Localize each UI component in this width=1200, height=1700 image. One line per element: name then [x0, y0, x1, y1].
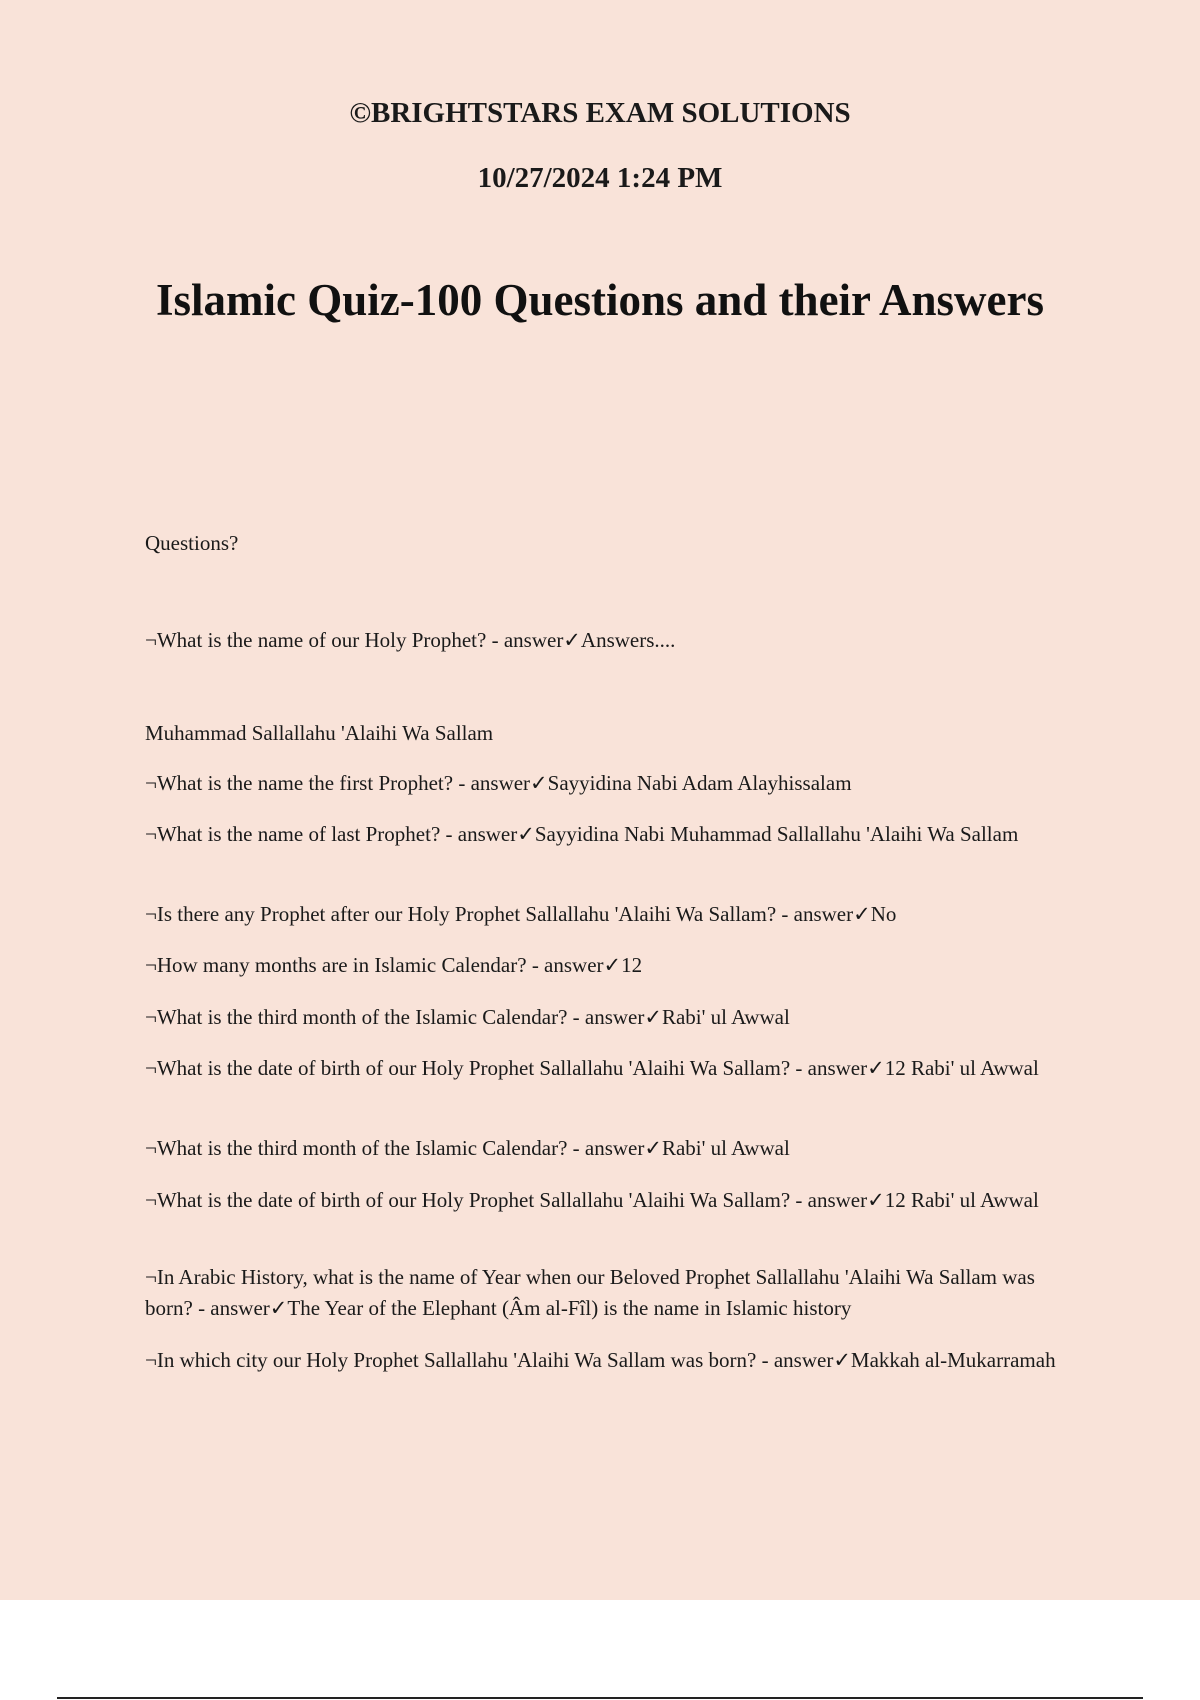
quiz-item: ¬What is the name the first Prophet? - answer✓Sayyidina Nabi Adam Alayhissalam [145, 771, 852, 795]
document-title: Islamic Quiz-100 Questions and their Answers [156, 275, 1044, 325]
quiz-item: ¬What is the date of birth of our Holy Prophet Sallallahu 'Alaihi Wa Sallam? - answer✓12 Rabi' ul Awwal [145, 1188, 1039, 1212]
quiz-item: ¬How many months are in Islamic Calendar? - answer✓12 [145, 953, 643, 977]
footer-divider [57, 1697, 1143, 1699]
document-datetime: 10/27/2024 1:24 PM [477, 162, 723, 194]
quiz-item: ¬What is the name of last Prophet? - answer✓Sayyidina Nabi Muhammad Sallallahu 'Alaihi Wa Sallam [145, 822, 1019, 846]
quiz-item: ¬What is the third month of the Islamic Calendar? - answer✓Rabi' ul Awwal [145, 1005, 790, 1029]
quiz-item: ¬What is the date of birth of our Holy Prophet Sallallahu 'Alaihi Wa Sallam? - answer✓12 Rabi' ul Awwal [145, 1056, 1039, 1080]
quiz-item: ¬In Arabic History, what is the name of Year when our Beloved Prophet Sallallahu 'Alaihi Wa Sallam was born? - answer✓The Year of the Elephant (Âm al-Fîl) is the name in Islamic history [145, 1265, 1035, 1320]
quiz-item: ¬In which city our Holy Prophet Sallallahu 'Alaihi Wa Sallam was born? - answer✓Makkah al-Mukarramah [145, 1348, 1056, 1372]
quiz-item: ¬Is there any Prophet after our Holy Prophet Sallallahu 'Alaihi Wa Sallam? - answer✓No [145, 902, 897, 926]
quiz-item: Muhammad Sallallahu 'Alaihi Wa Sallam [145, 721, 494, 745]
section-label: Questions? [145, 531, 239, 555]
quiz-item: ¬What is the name of our Holy Prophet? - answer✓Answers.... [145, 628, 676, 652]
publisher-header: ©BRIGHTSTARS EXAM SOLUTIONS [349, 97, 851, 129]
quiz-item: ¬What is the third month of the Islamic Calendar? - answer✓Rabi' ul Awwal [145, 1136, 790, 1160]
